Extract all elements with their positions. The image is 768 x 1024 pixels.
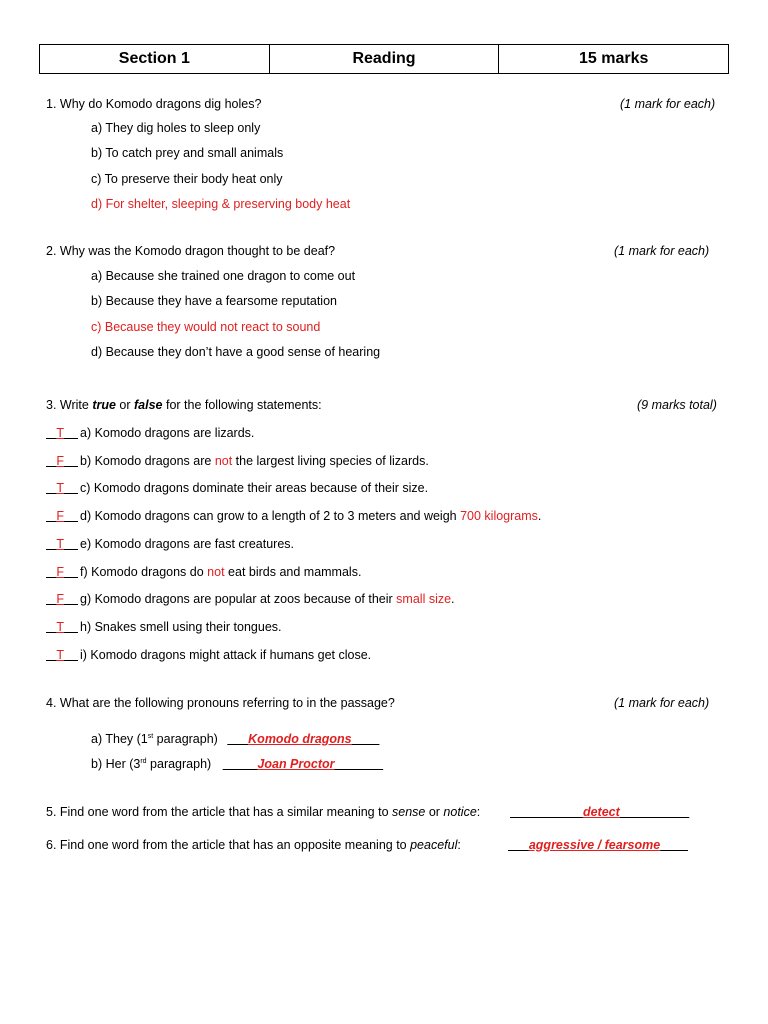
q6-pre: 6. Find one word from the article that has an opposite meaning to (46, 838, 411, 852)
tf-statement-end: eat birds and mammals. (224, 564, 362, 579)
tf-answer: T (56, 647, 65, 662)
q3-suffix: for the following statements: (162, 398, 322, 412)
tf-item (46, 425, 254, 441)
tf-statement: b) Komodo dragons are (80, 453, 215, 468)
tf-answer: T (56, 619, 65, 634)
tf-statement: c) Komodo dragons dominate their areas because of their size. (80, 481, 429, 496)
tf-item (46, 619, 282, 635)
q4-mark: (1 mark for each) (614, 696, 710, 710)
tf-answer-blank (46, 536, 80, 552)
q3-question (46, 397, 322, 413)
q5-answer-line (510, 804, 689, 820)
q4-question: 4. What are the following pronouns referring to in the passage? (46, 696, 395, 710)
q6-word: peaceful (410, 838, 458, 852)
q2-mark: (1 mark for each) (614, 244, 710, 258)
tf-statement: f) Komodo dragons do (80, 564, 208, 579)
q3-prefix: 3. Write (46, 398, 93, 412)
q1-option-c: c) To preserve their body heat only (91, 172, 283, 186)
tf-answer: T (56, 426, 65, 440)
tf-statement: g) Komodo dragons are popular at zoos because of their (80, 592, 397, 607)
q3-mark: (9 marks total) (637, 398, 717, 412)
section-label: Section 1 (40, 45, 270, 73)
q4-b-rest: paragraph) (146, 757, 212, 771)
q5-word2: notice (443, 805, 477, 819)
q5-or: or (425, 805, 444, 819)
q5-answer: detect (582, 805, 620, 819)
q3-or-word: or (115, 398, 134, 412)
tf-statement: i) Komodo dragons might attack if humans get close. (80, 647, 372, 662)
tf-item (46, 591, 455, 607)
q4-b-label: b) Her (3 (91, 757, 141, 771)
tf-answer: T (56, 536, 65, 551)
tf-statement-end: . (451, 592, 455, 607)
q1-option-a: a) They dig holes to sleep only (91, 121, 261, 135)
tf-answer-blank (46, 480, 80, 496)
q2-option-b: b) Because they have a fearsome reputation (91, 294, 337, 308)
q1-option-d: d) For shelter, sleeping & preserving body heat (91, 197, 351, 211)
q6-question (46, 837, 461, 853)
q4-item-b (91, 756, 383, 772)
tf-answer-blank (46, 453, 80, 469)
q2-question: 2. Why was the Komodo dragon thought to be deaf? (46, 244, 336, 258)
tf-item (46, 508, 541, 524)
q4-a-sup: st (147, 732, 154, 740)
tf-statement: h) Snakes smell using their tongues. (80, 619, 282, 634)
tf-answer-blank (46, 647, 80, 663)
q5-word1: sense (392, 805, 426, 819)
section-header-table (39, 44, 729, 74)
tf-answer-blank (46, 508, 80, 524)
tf-item (46, 453, 429, 469)
tf-item (46, 564, 361, 580)
tf-answer-blank (46, 619, 80, 635)
q1-question: 1. Why do Komodo dragons dig holes? (46, 97, 262, 111)
tf-statement-end: . (537, 509, 542, 524)
section-title: Reading (270, 45, 500, 73)
tf-statement: e) Komodo dragons are fast creatures. (80, 536, 295, 551)
q1-mark: (1 mark for each) (620, 97, 716, 111)
q6-answer-line (508, 837, 688, 853)
q4-b-answer: Joan Proctor (257, 757, 335, 771)
section-marks: 15 marks (578, 50, 649, 67)
tf-statement: a) Komodo dragons are lizards. (80, 426, 255, 440)
tf-highlight: not (214, 453, 233, 468)
tf-answer: F (56, 564, 65, 579)
tf-statement: d) Komodo dragons can grow to a length of 2 to 3 meters and weigh (80, 509, 461, 524)
q5-pre: 5. Find one word from the article that has a similar meaning to (46, 805, 392, 819)
tf-highlight: small size (396, 592, 452, 607)
q4-a-rest: paragraph) (153, 732, 218, 746)
q3-false-word: false (134, 398, 163, 412)
tf-answer-blank (46, 591, 80, 607)
q6-colon: : (457, 838, 461, 852)
q5-colon: : (476, 805, 481, 819)
q4-a-label: a) They (1 (91, 732, 148, 746)
tf-answer-blank (46, 564, 80, 580)
tf-statement-end: the largest living species of lizards. (232, 453, 429, 468)
tf-answer-blank (46, 425, 80, 441)
tf-highlight: not (207, 564, 225, 579)
q3-true-word: true (92, 398, 116, 412)
tf-item (46, 647, 371, 663)
q4-a-answer: Komodo dragons (248, 732, 352, 746)
q2-option-d: d) Because they don’t have a good sense of hearing (91, 345, 381, 359)
tf-item (46, 536, 294, 552)
tf-highlight: 700 kilograms (460, 509, 538, 524)
tf-answer: F (56, 453, 65, 468)
tf-answer: T (56, 481, 65, 496)
q1-option-b: b) To catch prey and small animals (91, 146, 284, 160)
q2-option-c: c) Because they would not react to sound (91, 320, 321, 334)
q5-question (46, 804, 480, 820)
q6-answer: aggressive / fearsome (528, 838, 661, 852)
tf-answer: F (56, 509, 65, 524)
tf-item (46, 480, 428, 496)
tf-answer: F (56, 592, 65, 607)
q4-item-a (91, 731, 379, 747)
q4-b-sup: rd (140, 757, 147, 765)
q2-option-a: a) Because she trained one dragon to come out (91, 269, 356, 283)
